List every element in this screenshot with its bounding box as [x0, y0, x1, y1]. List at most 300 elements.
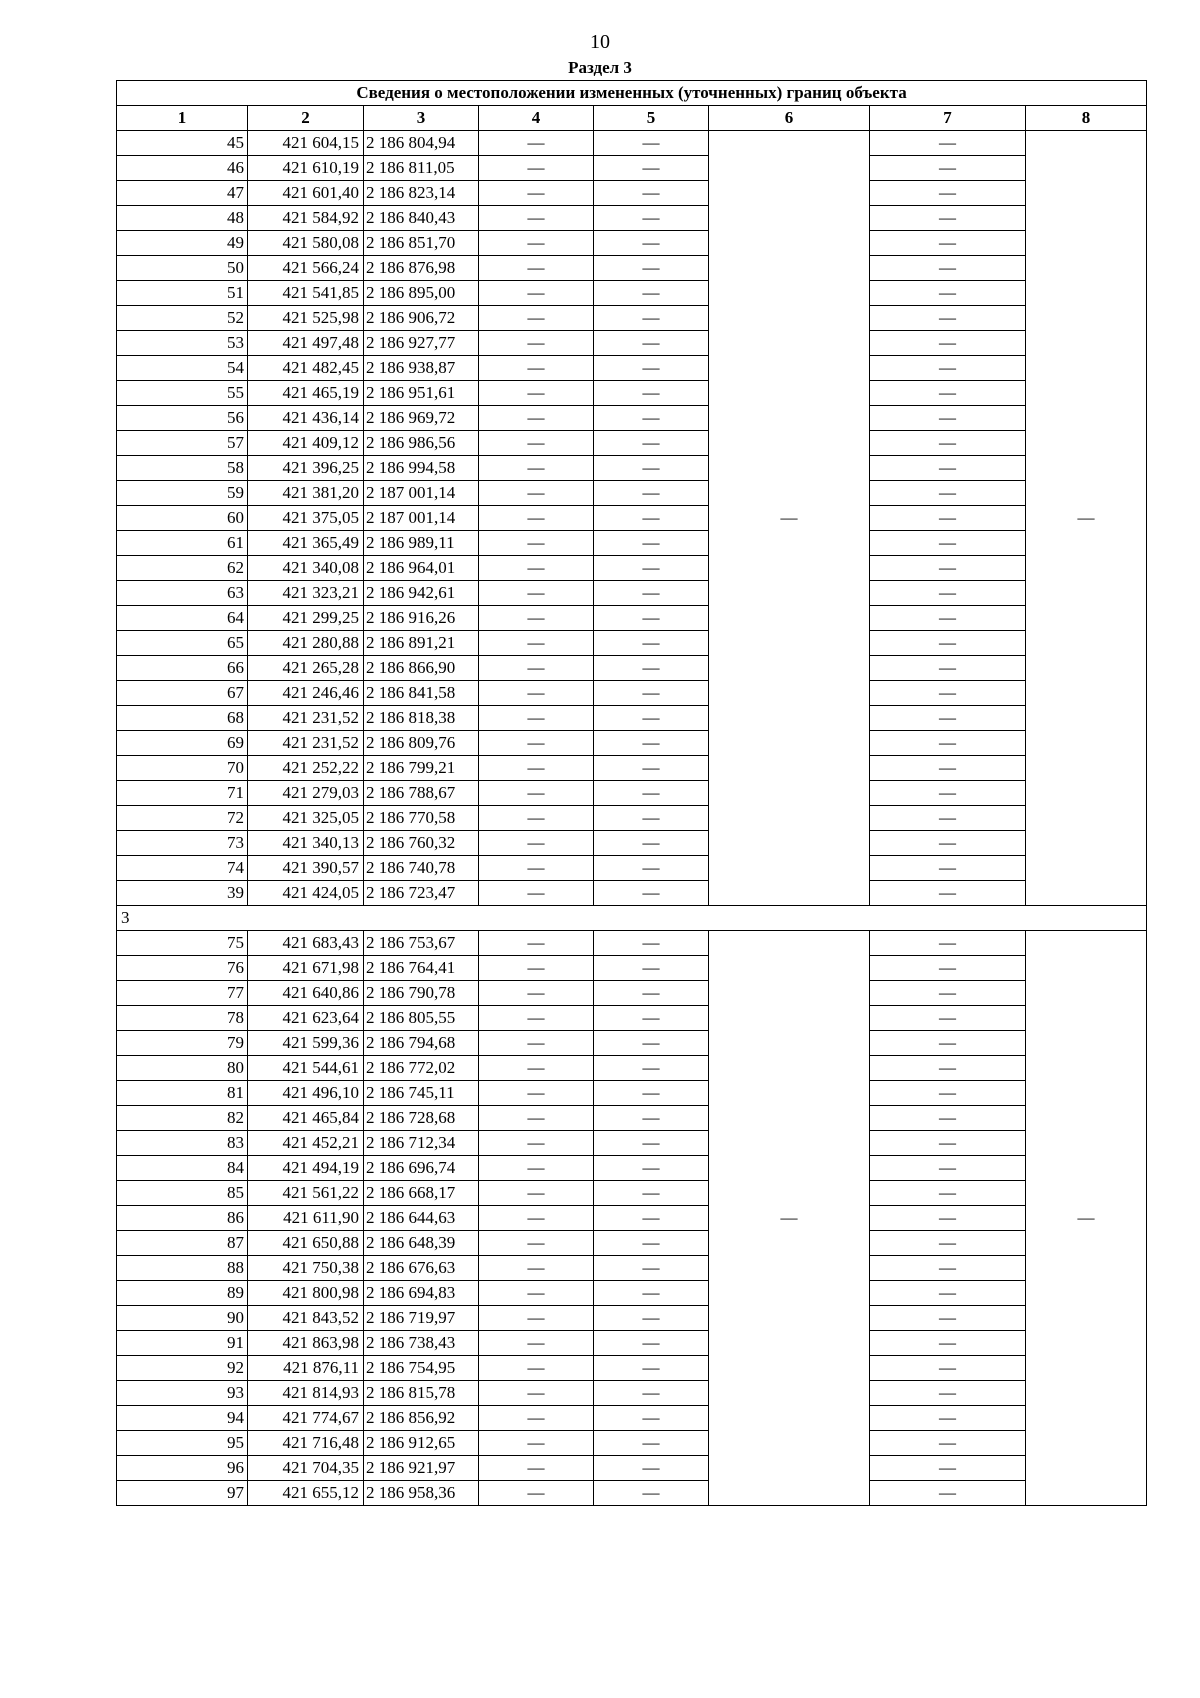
table-row [117, 231, 1147, 256]
dash-cell: — [479, 681, 594, 706]
table-row [117, 331, 1147, 356]
dash-cell: — [479, 1456, 594, 1481]
coordinate-y: 2 187 001,14 [364, 506, 479, 531]
dash-cell: — [870, 606, 1026, 631]
table-row [117, 656, 1147, 681]
column-number-2: 2 [248, 106, 364, 131]
dash-cell: — [479, 1206, 594, 1231]
table-row [117, 581, 1147, 606]
table-row [117, 431, 1147, 456]
point-number: 69 [117, 731, 248, 756]
coordinate-x: 421 375,05 [248, 506, 364, 531]
dash-cell: — [479, 956, 594, 981]
coordinate-y: 2 186 694,83 [364, 1281, 479, 1306]
coordinate-x: 421 279,03 [248, 781, 364, 806]
dash-cell: — [870, 456, 1026, 481]
dash-cell: — [594, 1206, 709, 1231]
coordinate-y: 2 186 958,36 [364, 1481, 479, 1506]
table-row [117, 881, 1147, 906]
coordinate-x: 421 704,35 [248, 1456, 364, 1481]
dash-cell: — [479, 831, 594, 856]
dash-cell: — [594, 256, 709, 281]
group-row [117, 906, 1147, 931]
dash-cell: — [479, 156, 594, 181]
coordinate-y: 2 186 738,43 [364, 1331, 479, 1356]
table-row [117, 1256, 1147, 1281]
table-row [117, 131, 1147, 156]
dash-cell: — [594, 656, 709, 681]
coordinate-y: 2 186 745,11 [364, 1081, 479, 1106]
point-number: 63 [117, 581, 248, 606]
dash-cell: — [479, 1256, 594, 1281]
coordinate-x: 421 800,98 [248, 1281, 364, 1306]
coordinate-x: 421 409,12 [248, 431, 364, 456]
dash-cell: — [594, 206, 709, 231]
coordinate-x: 421 604,15 [248, 131, 364, 156]
coordinate-y: 2 186 764,41 [364, 956, 479, 981]
dash-cell: — [479, 1381, 594, 1406]
dash-cell: — [479, 1156, 594, 1181]
point-number: 68 [117, 706, 248, 731]
coordinate-x: 421 246,46 [248, 681, 364, 706]
dash-cell: — [870, 481, 1026, 506]
coordinate-x: 421 650,88 [248, 1231, 364, 1256]
dash-cell: — [594, 1356, 709, 1381]
dash-cell: — [870, 856, 1026, 881]
dash-cell: — [594, 231, 709, 256]
section-title: Раздел 3 [568, 58, 632, 77]
dash-cell: — [870, 731, 1026, 756]
point-number: 84 [117, 1156, 248, 1181]
dash-cell: — [594, 1306, 709, 1331]
coordinate-x: 421 561,22 [248, 1181, 364, 1206]
point-number: 72 [117, 806, 248, 831]
dash-cell: — [594, 1256, 709, 1281]
table-row [117, 306, 1147, 331]
coordinate-y: 2 186 772,02 [364, 1056, 479, 1081]
dash-cell: — [594, 531, 709, 556]
dash-cell: — [870, 1456, 1026, 1481]
dash-cell: — [594, 606, 709, 631]
dash-cell: — [594, 431, 709, 456]
dash-cell: — [479, 631, 594, 656]
dash-cell: — [479, 606, 594, 631]
dash-cell: — [594, 156, 709, 181]
coordinate-x: 421 640,86 [248, 981, 364, 1006]
coordinate-y: 2 186 770,58 [364, 806, 479, 831]
point-number: 97 [117, 1481, 248, 1506]
dash-cell: — [594, 681, 709, 706]
table-row [117, 1456, 1147, 1481]
dash-cell: — [479, 981, 594, 1006]
dash-cell: — [479, 1081, 594, 1106]
table-row [117, 1131, 1147, 1156]
dash-cell: — [870, 206, 1026, 231]
point-number: 94 [117, 1406, 248, 1431]
dash-cell: — [870, 1231, 1026, 1256]
point-number: 58 [117, 456, 248, 481]
dash-cell: — [479, 1481, 594, 1506]
point-number: 66 [117, 656, 248, 681]
coordinate-y: 2 186 916,26 [364, 606, 479, 631]
dash-cell: — [870, 956, 1026, 981]
dash-cell: — [479, 781, 594, 806]
dash-cell: — [594, 1181, 709, 1206]
dash-cell: — [870, 556, 1026, 581]
dash-cell: — [870, 706, 1026, 731]
coordinate-x: 421 876,11 [248, 1356, 364, 1381]
point-number: 62 [117, 556, 248, 581]
dash-cell: — [870, 1256, 1026, 1281]
point-number: 85 [117, 1181, 248, 1206]
table-row [117, 256, 1147, 281]
dash-cell: — [870, 156, 1026, 181]
dash-cell: — [870, 881, 1026, 906]
point-number: 82 [117, 1106, 248, 1131]
dash-cell: — [479, 856, 594, 881]
table-row [117, 356, 1147, 381]
coordinate-x: 421 610,19 [248, 156, 364, 181]
table-row [117, 531, 1147, 556]
coordinate-y: 2 186 964,01 [364, 556, 479, 581]
dash-cell: — [870, 281, 1026, 306]
coordinate-y: 2 186 815,78 [364, 1381, 479, 1406]
dash-cell: — [870, 981, 1026, 1006]
coordinate-y: 2 186 851,70 [364, 231, 479, 256]
table-title: Сведения о местоположении измененных (уточненных) границ объекта [117, 81, 1147, 106]
point-number: 57 [117, 431, 248, 456]
coordinate-x: 421 465,84 [248, 1106, 364, 1131]
column-number-5: 5 [594, 106, 709, 131]
dash-cell: — [594, 1331, 709, 1356]
dash-cell: — [479, 1181, 594, 1206]
coordinate-y: 2 186 760,32 [364, 831, 479, 856]
dash-cell: — [479, 1281, 594, 1306]
dash-cell: — [479, 806, 594, 831]
dash-cell: — [479, 656, 594, 681]
coordinate-y: 2 186 723,47 [364, 881, 479, 906]
coordinate-x: 421 843,52 [248, 1306, 364, 1331]
coordinate-x: 421 601,40 [248, 181, 364, 206]
point-number: 47 [117, 181, 248, 206]
dash-cell: — [870, 1381, 1026, 1406]
table-row [117, 206, 1147, 231]
dash-cell: — [870, 1081, 1026, 1106]
coordinate-x: 421 340,13 [248, 831, 364, 856]
dash-cell: — [870, 1481, 1026, 1506]
dash-cell: — [870, 781, 1026, 806]
dash-cell: — [594, 631, 709, 656]
point-number: 55 [117, 381, 248, 406]
table-row [117, 1206, 1147, 1231]
coordinate-y: 2 186 794,68 [364, 1031, 479, 1056]
table-row [117, 1406, 1147, 1431]
table-row [117, 806, 1147, 831]
coordinate-y: 2 186 696,74 [364, 1156, 479, 1181]
point-number: 53 [117, 331, 248, 356]
point-number: 81 [117, 1081, 248, 1106]
column-number-8: 8 [1026, 106, 1147, 131]
column-number-row [117, 106, 1147, 131]
coordinate-y: 2 186 942,61 [364, 581, 479, 606]
coordinate-y: 2 186 644,63 [364, 1206, 479, 1231]
table-row [117, 1281, 1147, 1306]
dash-cell: — [479, 556, 594, 581]
dash-cell: — [870, 1006, 1026, 1031]
dash-cell: — [870, 1431, 1026, 1456]
point-number: 73 [117, 831, 248, 856]
dash-cell: — [594, 556, 709, 581]
coordinate-y: 2 186 740,78 [364, 856, 479, 881]
dash-cell: — [479, 431, 594, 456]
dash-cell: — [479, 1106, 594, 1131]
point-number: 54 [117, 356, 248, 381]
coordinate-x: 421 496,10 [248, 1081, 364, 1106]
table-row [117, 931, 1147, 956]
dash-cell: — [479, 1331, 594, 1356]
point-number: 80 [117, 1056, 248, 1081]
dash-cell: — [479, 581, 594, 606]
dash-cell: — [594, 1456, 709, 1481]
point-number: 83 [117, 1131, 248, 1156]
table-row [117, 506, 1147, 531]
table-row [117, 281, 1147, 306]
coordinate-y: 2 186 818,38 [364, 706, 479, 731]
point-number: 51 [117, 281, 248, 306]
table-row [117, 1356, 1147, 1381]
merged-column-8: — [1026, 931, 1147, 1506]
coordinate-x: 421 452,21 [248, 1131, 364, 1156]
point-number: 50 [117, 256, 248, 281]
point-number: 67 [117, 681, 248, 706]
table-row [117, 381, 1147, 406]
column-number-4: 4 [479, 106, 594, 131]
dash-cell: — [870, 1306, 1026, 1331]
table-row [117, 1106, 1147, 1131]
coordinate-y: 2 186 969,72 [364, 406, 479, 431]
dash-cell: — [594, 331, 709, 356]
dash-cell: — [479, 456, 594, 481]
merged-column-8: — [1026, 131, 1147, 906]
dash-cell: — [870, 231, 1026, 256]
merged-column-6: — [709, 931, 870, 1506]
coordinate-x: 421 683,43 [248, 931, 364, 956]
coordinate-x: 421 390,57 [248, 856, 364, 881]
coordinate-y: 2 186 895,00 [364, 281, 479, 306]
dash-cell: — [594, 1031, 709, 1056]
point-number: 70 [117, 756, 248, 781]
coordinate-y: 2 186 856,92 [364, 1406, 479, 1431]
dash-cell: — [870, 1106, 1026, 1131]
dash-cell: — [594, 1056, 709, 1081]
table-title-row [117, 81, 1147, 106]
table-row [117, 1481, 1147, 1506]
coordinate-y: 2 186 719,97 [364, 1306, 479, 1331]
coordinate-x: 421 566,24 [248, 256, 364, 281]
table-row [117, 556, 1147, 581]
dash-cell: — [594, 181, 709, 206]
point-number: 95 [117, 1431, 248, 1456]
dash-cell: — [870, 681, 1026, 706]
dash-cell: — [479, 206, 594, 231]
point-number: 89 [117, 1281, 248, 1306]
dash-cell: — [594, 1231, 709, 1256]
coordinate-y: 2 186 938,87 [364, 356, 479, 381]
coordinate-x: 421 623,64 [248, 1006, 364, 1031]
dash-cell: — [594, 756, 709, 781]
dash-cell: — [479, 1031, 594, 1056]
dash-cell: — [479, 1056, 594, 1081]
point-number: 59 [117, 481, 248, 506]
point-number: 46 [117, 156, 248, 181]
table-row [117, 1056, 1147, 1081]
dash-cell: — [479, 1231, 594, 1256]
coordinate-y: 2 186 788,67 [364, 781, 479, 806]
table-row [117, 981, 1147, 1006]
point-number: 56 [117, 406, 248, 431]
point-number: 48 [117, 206, 248, 231]
coordinate-x: 421 584,92 [248, 206, 364, 231]
dash-cell: — [870, 831, 1026, 856]
table-row [117, 731, 1147, 756]
dash-cell: — [479, 1406, 594, 1431]
dash-cell: — [594, 281, 709, 306]
coordinate-x: 421 424,05 [248, 881, 364, 906]
table-row [117, 456, 1147, 481]
column-number-1: 1 [117, 106, 248, 131]
coordinate-y: 2 186 668,17 [364, 1181, 479, 1206]
table-row [117, 1231, 1147, 1256]
dash-cell: — [870, 256, 1026, 281]
coordinate-x: 421 497,48 [248, 331, 364, 356]
point-number: 64 [117, 606, 248, 631]
dash-cell: — [594, 831, 709, 856]
point-number: 88 [117, 1256, 248, 1281]
dash-cell: — [870, 1131, 1026, 1156]
coordinate-x: 421 541,85 [248, 281, 364, 306]
dash-cell: — [594, 806, 709, 831]
dash-cell: — [870, 1056, 1026, 1081]
coordinate-y: 2 186 994,58 [364, 456, 479, 481]
point-number: 86 [117, 1206, 248, 1231]
coordinate-x: 421 611,90 [248, 1206, 364, 1231]
dash-cell: — [594, 881, 709, 906]
point-number: 71 [117, 781, 248, 806]
dash-cell: — [594, 1131, 709, 1156]
coordinate-x: 421 494,19 [248, 1156, 364, 1181]
dash-cell: — [594, 456, 709, 481]
table-row [117, 1081, 1147, 1106]
dash-cell: — [479, 1431, 594, 1456]
coordinate-y: 2 186 841,58 [364, 681, 479, 706]
table-row [117, 1031, 1147, 1056]
table-row [117, 631, 1147, 656]
point-number: 78 [117, 1006, 248, 1031]
dash-cell: — [870, 131, 1026, 156]
dash-cell: — [479, 331, 594, 356]
dash-cell: — [479, 531, 594, 556]
coordinate-x: 421 774,67 [248, 1406, 364, 1431]
coordinate-x: 421 252,22 [248, 756, 364, 781]
coordinate-y: 2 186 712,34 [364, 1131, 479, 1156]
dash-cell: — [870, 1031, 1026, 1056]
boundary-coordinates-table [116, 80, 1147, 1506]
dash-cell: — [870, 1281, 1026, 1306]
coordinate-x: 421 655,12 [248, 1481, 364, 1506]
point-number: 61 [117, 531, 248, 556]
coordinate-x: 421 340,08 [248, 556, 364, 581]
coordinate-y: 2 186 912,65 [364, 1431, 479, 1456]
table-row [117, 706, 1147, 731]
dash-cell: — [594, 1281, 709, 1306]
dash-cell: — [479, 356, 594, 381]
dash-cell: — [479, 256, 594, 281]
coordinate-x: 421 863,98 [248, 1331, 364, 1356]
table-row [117, 181, 1147, 206]
table-row [117, 1181, 1147, 1206]
table-row [117, 1381, 1147, 1406]
dash-cell: — [870, 1206, 1026, 1231]
dash-cell: — [870, 306, 1026, 331]
dash-cell: — [594, 356, 709, 381]
point-number: 76 [117, 956, 248, 981]
coordinate-y: 2 186 840,43 [364, 206, 479, 231]
coordinate-y: 2 187 001,14 [364, 481, 479, 506]
table-row [117, 681, 1147, 706]
table-row [117, 156, 1147, 181]
dash-cell: — [594, 1381, 709, 1406]
coordinate-y: 2 186 799,21 [364, 756, 479, 781]
dash-cell: — [594, 706, 709, 731]
dash-cell: — [870, 631, 1026, 656]
dash-cell: — [870, 356, 1026, 381]
dash-cell: — [479, 1356, 594, 1381]
coordinate-x: 421 525,98 [248, 306, 364, 331]
dash-cell: — [594, 1081, 709, 1106]
point-number: 49 [117, 231, 248, 256]
page-number: 10 [590, 31, 610, 53]
dash-cell: — [594, 781, 709, 806]
coordinate-y: 2 186 754,95 [364, 1356, 479, 1381]
coordinate-x: 421 716,48 [248, 1431, 364, 1456]
dash-cell: — [594, 856, 709, 881]
dash-cell: — [870, 381, 1026, 406]
dash-cell: — [870, 531, 1026, 556]
point-number: 87 [117, 1231, 248, 1256]
dash-cell: — [479, 731, 594, 756]
coordinate-y: 2 186 823,14 [364, 181, 479, 206]
dash-cell: — [594, 506, 709, 531]
coordinate-x: 421 396,25 [248, 456, 364, 481]
dash-cell: — [594, 1431, 709, 1456]
point-number: 75 [117, 931, 248, 956]
coordinate-x: 421 231,52 [248, 706, 364, 731]
coordinate-x: 421 671,98 [248, 956, 364, 981]
coordinate-y: 2 186 804,94 [364, 131, 479, 156]
dash-cell: — [479, 931, 594, 956]
point-number: 91 [117, 1331, 248, 1356]
table-row [117, 1306, 1147, 1331]
dash-cell: — [594, 306, 709, 331]
point-number: 77 [117, 981, 248, 1006]
dash-cell: — [479, 181, 594, 206]
dash-cell: — [870, 1156, 1026, 1181]
merged-column-6: — [709, 131, 870, 906]
coordinate-x: 421 436,14 [248, 406, 364, 431]
dash-cell: — [479, 1306, 594, 1331]
table-row [117, 756, 1147, 781]
coordinate-y: 2 186 866,90 [364, 656, 479, 681]
